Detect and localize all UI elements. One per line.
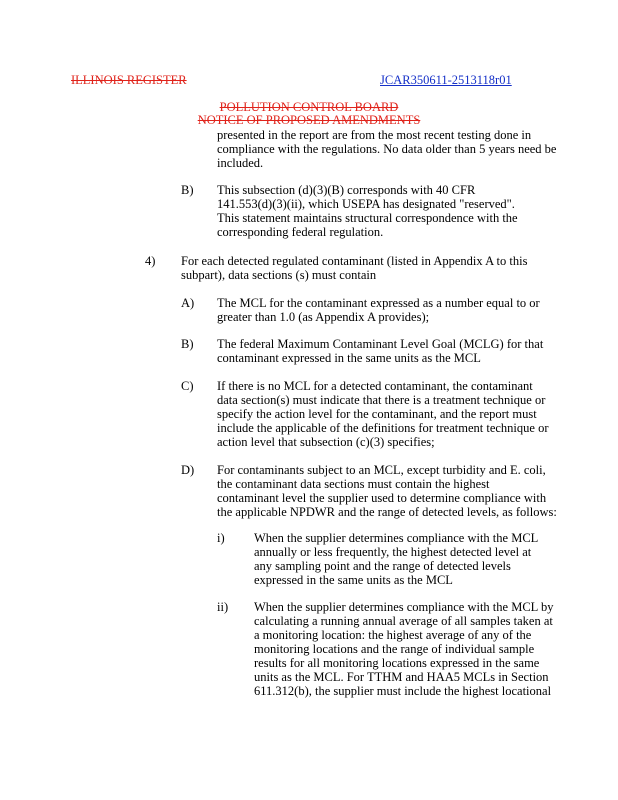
text-line: include the applicable of the definitions for treatment technique or [217, 421, 549, 435]
register-header: ILLINOIS REGISTER [71, 73, 187, 87]
jcar-code[interactable]: JCAR350611-2513118r01 [380, 73, 512, 87]
item-b-mclg [217, 337, 543, 365]
text-line: For each detected regulated contaminant (listed in Appendix A to this [181, 254, 528, 268]
item-d [217, 463, 557, 519]
item-4 [181, 254, 527, 282]
text-line: results for all monitoring locations expressed in the same [254, 656, 540, 670]
text-line: This statement maintains structural correspondence with the [217, 211, 518, 225]
text-line: 611.312(b), the supplier must include the highest locational [254, 684, 552, 698]
item-b-reserved [217, 183, 518, 239]
item-a [217, 296, 540, 324]
text-line: expressed in the same units as the MCL [254, 573, 453, 587]
text-line: presented in the report are from the most recent testing done in [217, 128, 532, 142]
board-title: POLLUTION CONTROL BOARD [219, 100, 399, 114]
item-label: D) [181, 463, 195, 477]
text-line: The federal Maximum Contaminant Level Goal (MCLG) for that [217, 337, 544, 351]
text-line: annually or less frequently, the highest detected level at [254, 545, 532, 559]
text-line: action level that subsection (c)(3) specifies; [217, 435, 435, 449]
text-line: When the supplier determines compliance with the MCL [254, 531, 539, 545]
item-ii [254, 600, 553, 698]
item-label: B) [181, 183, 194, 197]
text-line: compliance with the regulations. No data older than 5 years need be [217, 142, 557, 156]
item-label: B) [181, 337, 194, 351]
continuation-paragraph [217, 128, 556, 170]
text-line: a monitoring location: the highest average of any of the [254, 628, 532, 642]
text-line: greater than 1.0 (as Appendix A provides); [217, 310, 430, 324]
item-label: A) [181, 296, 195, 310]
notice-title: NOTICE OF PROPOSED AMENDMENTS [197, 113, 421, 127]
text-line: data section(s) must indicate that there is a treatment technique or [217, 393, 546, 407]
text-line: contaminant level the supplier used to determine compliance with [217, 491, 547, 505]
text-line: When the supplier determines compliance with the MCL by [254, 600, 554, 614]
text-line: included. [217, 156, 264, 170]
text-line: If there is no MCL for a detected contaminant, the contaminant [217, 379, 533, 393]
text-line: For contaminants subject to an MCL, except turbidity and E. coli, [217, 463, 546, 477]
item-i [254, 531, 538, 587]
item-label: C) [181, 379, 194, 393]
item-c [217, 379, 548, 449]
item-label: 4) [145, 254, 156, 268]
text-line: monitoring locations and the range of individual sample [254, 642, 535, 656]
text-line: the applicable NPDWR and the range of detected levels, as follows: [217, 505, 557, 519]
text-line: subpart), data sections (s) must contain [181, 268, 377, 282]
text-line: the contaminant data sections must contain the highest [217, 477, 490, 491]
text-line: contaminant expressed in the same units as the MCL [217, 351, 481, 365]
item-label: i) [217, 531, 225, 545]
text-line: 141.553(d)(3)(ii), which USEPA has designated "reserved". [217, 197, 515, 211]
item-label: ii) [217, 600, 229, 614]
text-line: any sampling point and the range of detected levels [254, 559, 511, 573]
text-line: corresponding federal regulation. [217, 225, 384, 239]
text-line: calculating a running annual average of all samples taken at [254, 614, 553, 628]
text-line: This subsection (d)(3)(B) corresponds with 40 CFR [217, 183, 476, 197]
text-line: The MCL for the contaminant expressed as a number equal to or [217, 296, 540, 310]
text-line: specify the action level for the contaminant, and the report must [217, 407, 537, 421]
text-line: units as the MCL. For TTHM and HAA5 MCLs in Section [254, 670, 549, 684]
